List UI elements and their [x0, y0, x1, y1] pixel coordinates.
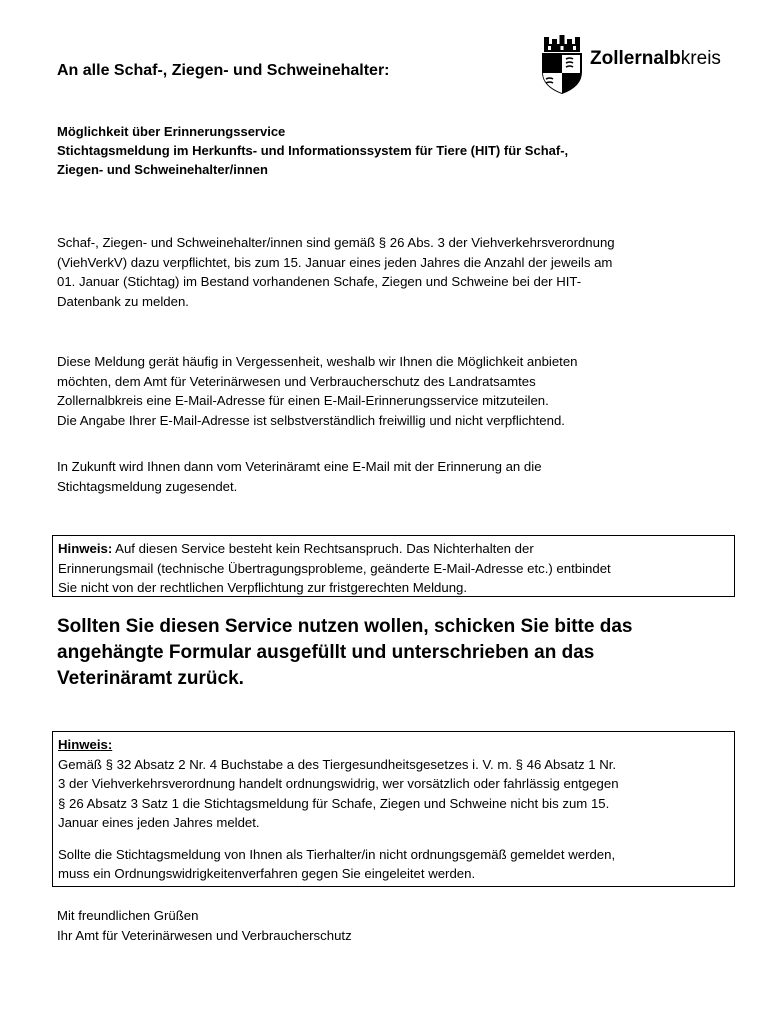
notice-line: Januar eines jeden Jahres meldet.	[58, 815, 260, 830]
logo-wordmark: Zollernalbkreis	[590, 48, 721, 69]
coat-of-arms-icon	[540, 34, 584, 94]
subject-heading	[57, 122, 737, 179]
paragraph-line: Schaf-, Ziegen- und Schweinehalter/innen sind gemäß § 26 Abs. 3 der Viehverkehrsverordnung	[57, 235, 615, 250]
paragraph-spacer	[58, 833, 729, 845]
paragraph-line: Datenbank zu melden.	[57, 293, 189, 309]
notice-line: Sie nicht von der rechtlichen Verpflichtung zur fristgerechten Meldung.	[58, 580, 468, 595]
notice-label: Hinweis:	[58, 541, 113, 556]
subject-line: Ziegen- und Schweinehalter/innen	[57, 162, 268, 177]
paragraph-line: Die Angabe Ihrer E-Mail-Adresse ist selbstverständlich freiwillig und nicht verpflichtend.	[57, 412, 565, 428]
paragraph-obligation	[57, 233, 737, 311]
notice-line: 3 der Viehverkehrsverordnung handelt ordnungswidrig, wer vorsätzlich oder fahrlässig entgegen	[58, 776, 619, 791]
notice-box-administrative-offence	[52, 731, 735, 887]
paragraph-line: Stichtagsmeldung zugesendet.	[57, 478, 238, 494]
paragraph-line: (ViehVerkV) dazu verpflichtet, bis zum 15. Januar eines jeden Jahres die Anzahl der jeweils am	[57, 254, 613, 270]
callout-line: angehängte Formular ausgefüllt und unterschrieben an das	[57, 642, 595, 663]
letter-heading: An alle Schaf-, Ziegen- und Schweinehalter:	[57, 62, 390, 79]
paragraph-line: In Zukunft wird Ihnen dann vom Veterinäramt eine E-Mail mit der Erinnerung an die	[57, 459, 542, 474]
closing-line: Mit freundlichen Grüßen	[57, 908, 199, 923]
subject-line: Stichtagsmeldung im Herkunfts- und Informationssystem für Tiere (HIT) für Schaf-,	[57, 143, 569, 158]
paragraph-future-email	[57, 457, 737, 496]
callout-line: Sollten Sie diesen Service nutzen wollen, schicken Sie bitte das	[57, 616, 633, 637]
closing-signature	[57, 906, 737, 945]
callout-return-form	[57, 614, 737, 692]
notice-line: Gemäß § 32 Absatz 2 Nr. 4 Buchstabe a des Tiergesundheitsgesetzes i. V. m. § 46 Absatz 1 Nr.	[58, 756, 617, 772]
paragraph-line: 01. Januar (Stichtag) im Bestand vorhandenen Schafe, Ziegen und Schweine bei der HIT-	[57, 274, 582, 289]
paragraph-line: Diese Meldung gerät häufig in Vergessenheit, weshalb wir Ihnen die Möglichkeit anbieten	[57, 354, 578, 369]
closing-line: Ihr Amt für Veterinärwesen und Verbraucherschutz	[57, 927, 352, 943]
paragraph-line: möchten, dem Amt für Veterinärwesen und Verbraucherschutz des Landratsamtes	[57, 373, 536, 389]
paragraph-reminder-offer	[57, 352, 737, 430]
zollernalbkreis-logo	[540, 34, 740, 94]
notice-label: Hinweis:	[58, 737, 113, 752]
notice-box-no-legal-claim	[52, 535, 735, 597]
subject-line: Möglichkeit über Erinnerungsservice	[57, 124, 286, 139]
notice-line: § 26 Absatz 3 Satz 1 die Stichtagsmeldung für Schafe, Ziegen und Schweine nicht bis zum 15.	[58, 795, 610, 811]
callout-line: Veterinäramt zurück.	[57, 668, 244, 689]
notice-line: Erinnerungsmail (technische Übertragungsprobleme, geänderte E-Mail-Adresse etc.) entbindet	[58, 560, 611, 576]
notice-line: Hinweis: Auf diesen Service besteht kein Rechtsanspruch. Das Nichterhalten der	[58, 541, 534, 556]
notice-line: Sollte die Stichtagsmeldung von Ihnen als Tierhalter/in nicht ordnungsgemäß gemeldet werden,	[58, 846, 616, 862]
paragraph-line: Zollernalbkreis eine E-Mail-Adresse für einen E-Mail-Erinnerungsservice mitzuteilen.	[57, 393, 549, 408]
notice-line: muss ein Ordnungswidrigkeitenverfahren gegen Sie eingeleitet werden.	[58, 866, 476, 881]
